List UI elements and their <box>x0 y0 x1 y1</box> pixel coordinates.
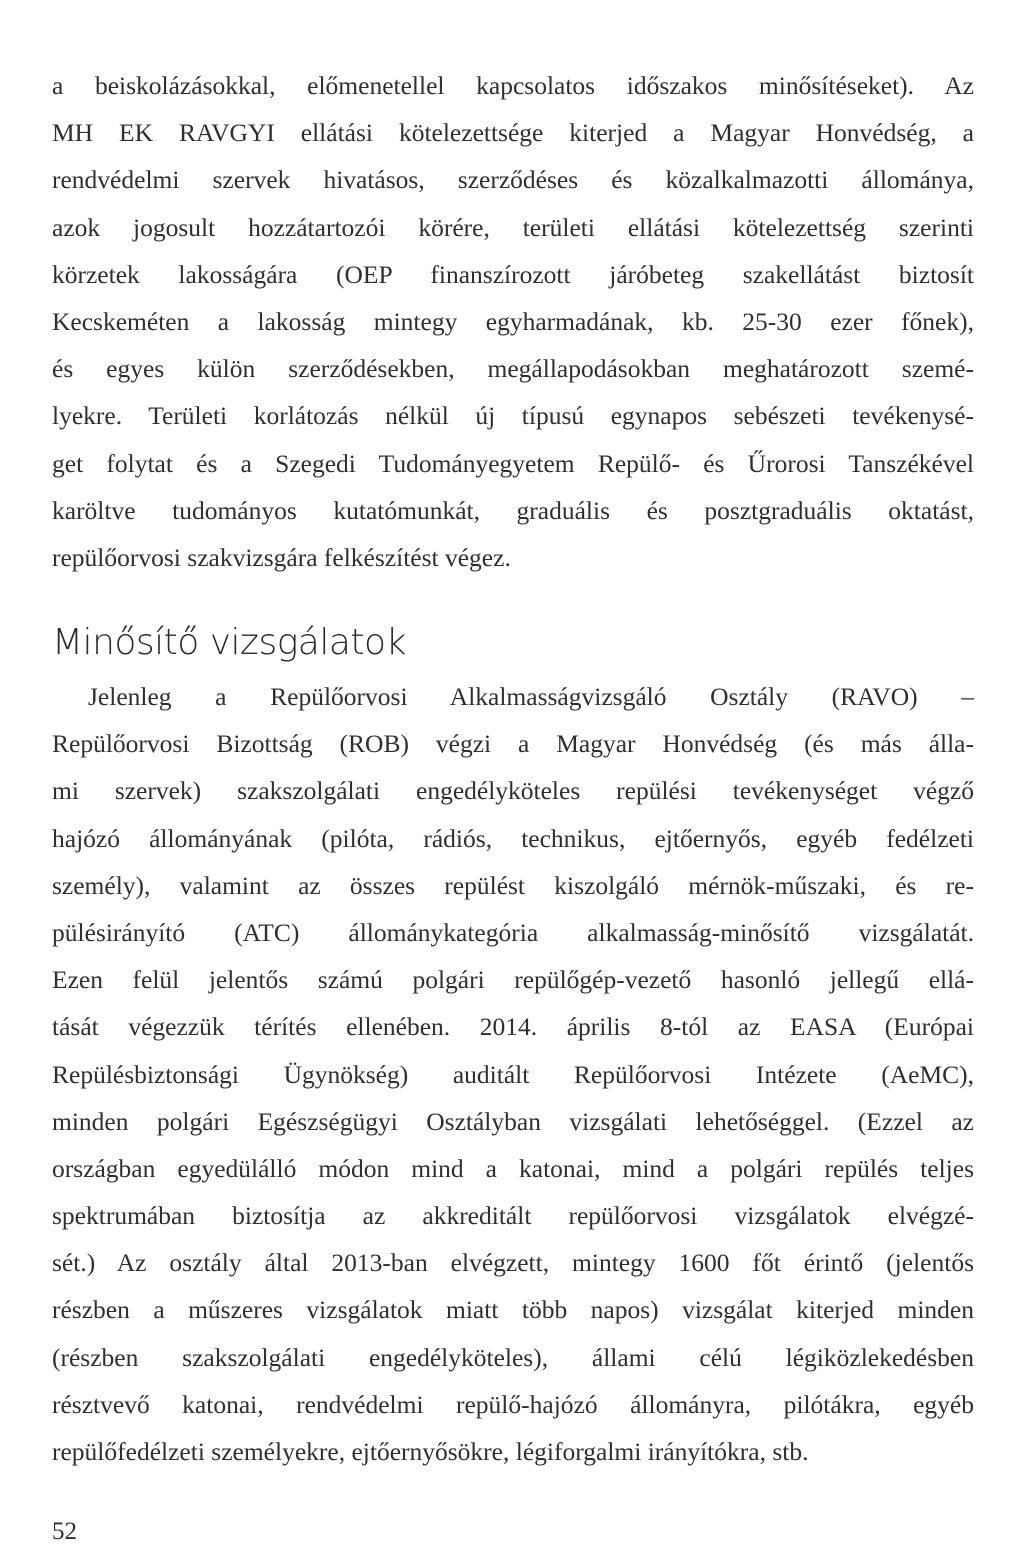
text-line: minden polgári Egészségügyi Osztályban vizsgálati lehetőséggel. (Ezzel az <box>52 1106 974 1136</box>
text-line: (részben szakszolgálati engedélyköteles), állami célú légiközlekedésben <box>52 1342 974 1372</box>
text-line: Repülőorvosi Bizottság (ROB) végzi a Magyar Honvédség (és más álla- <box>52 729 974 759</box>
text-line: körzetek lakosságára (OEP finanszírozott járóbeteg szakellátást biztosít <box>52 259 974 289</box>
text-line: Kecskeméten a lakosság mintegy egyharmadának, kb. 25-30 ezer főnek), <box>52 306 974 336</box>
text-line: lyekre. Területi korlátozás nélkül új típusú egynapos sebészeti tevékenysé- <box>52 401 974 431</box>
text-line: a beiskolázásokkal, előmenetellel kapcsolatos időszakos minősítéseket). Az <box>52 71 974 100</box>
text-line: résztvevő katonai, rendvédelmi repülő-hajózó állományra, pilótákra, egyéb <box>52 1389 974 1419</box>
text-line: és egyes külön szerződésekben, megállapodásokban meghatározott szemé- <box>52 354 974 384</box>
text-line: tását végezzük térítés ellenében. 2014. április 8-tól az EASA (Európai <box>52 1012 974 1042</box>
text-line: spektrumában biztosítja az akkreditált repülőorvosi vizsgálatok elvégzé- <box>52 1201 974 1231</box>
text-line: MH EK RAVGYI ellátási kötelezettsége kiterjed a Magyar Honvédség, a <box>52 118 974 148</box>
text-line: országban egyedülálló módon mind a katonai, mind a polgári repülés teljes <box>52 1153 974 1183</box>
text-line: karöltve tudományos kutatómunkát, graduális és posztgraduális oktatást, <box>52 495 974 525</box>
intro-paragraph <box>52 62 974 581</box>
text-line: repülőorvosi szakvizsgára felkészítést végez. <box>52 542 511 572</box>
text-line: részben a műszeres vizsgálatok miatt több napos) vizsgálat kiterjed minden <box>52 1295 974 1325</box>
text-line: repülőfedélzeti személyekre, ejtőernyősökre, légiforgalmi irányítókra, stb. <box>52 1437 809 1466</box>
text-line: rendvédelmi szervek hivatásos, szerződéses és közalkalmazotti állománya, <box>52 165 974 195</box>
text-line: get folytat és a Szegedi Tudományegyetem Repülő- és Űrorosi Tanszékével <box>52 448 974 478</box>
text-line: sét.) Az osztály által 2013-ban elvégzett, mintegy 1600 főt érintő (jelentős <box>52 1248 974 1278</box>
section-heading: Minősítő vizsgálatok <box>52 622 406 663</box>
body-paragraph <box>52 673 974 1475</box>
text-line: azok jogosult hozzátartozói körére, területi ellátási kötelezettség szerinti <box>52 212 974 242</box>
text-line: Jelenleg a Repülőorvosi Alkalmasságvizsgáló Osztály (RAVO) – <box>88 682 974 711</box>
text-line: mi szervek) szakszolgálati engedélyköteles repülési tevékenységet végző <box>52 776 974 806</box>
text-line: Ezen felül jelentős számú polgári repülőgép-vezető hasonló jellegű ellá- <box>52 965 974 995</box>
page-number: 52 <box>52 1518 77 1545</box>
text-line: hajózó állományának (pilóta, rádiós, technikus, ejtőernyős, egyéb fedélzeti <box>52 823 974 853</box>
text-line: Repülésbiztonsági Ügynökség) auditált Repülőorvosi Intézete (AeMC), <box>52 1059 974 1089</box>
text-line: személy), valamint az összes repülést kiszolgáló mérnök-műszaki, és re- <box>52 870 974 900</box>
text-line: pülésirányító (ATC) állománykategória alkalmasság-minősítő vizsgálatát. <box>52 917 974 947</box>
